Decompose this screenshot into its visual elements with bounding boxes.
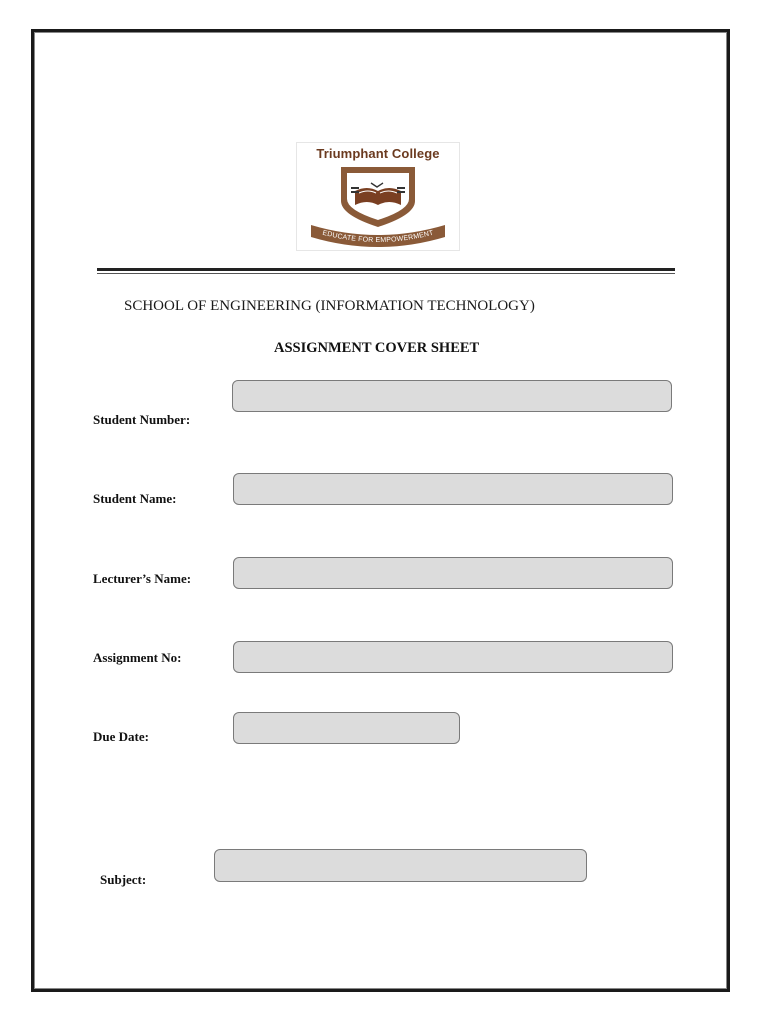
motto-ribbon (297, 143, 459, 250)
header-rule-thin (97, 273, 675, 274)
student-name-field[interactable] (233, 473, 673, 505)
school-name: SCHOOL OF ENGINEERING (INFORMATION TECHNOLOGY) (124, 298, 535, 314)
college-name: Triumphant College (316, 146, 440, 161)
header-rule-thick (97, 268, 675, 271)
due-date-field[interactable] (233, 712, 460, 744)
document-title: ASSIGNMENT COVER SHEET (274, 340, 480, 356)
assignment-no-label: Assignment No: (93, 650, 182, 665)
lecturer-name-field[interactable] (233, 557, 673, 589)
subject-label: Subject: (100, 872, 147, 887)
lecturer-name-label: Lecturer’s Name: (93, 571, 192, 586)
subject-field[interactable] (214, 849, 587, 882)
student-number-label: Student Number: (93, 412, 191, 427)
college-logo (296, 142, 460, 251)
student-number-field[interactable] (232, 380, 672, 412)
assignment-no-field[interactable] (233, 641, 673, 673)
due-date-label: Due Date: (93, 729, 149, 744)
student-name-label: Student Name: (93, 491, 177, 506)
college-motto: EDUCATE FOR EMPOWERMENT (321, 229, 435, 245)
